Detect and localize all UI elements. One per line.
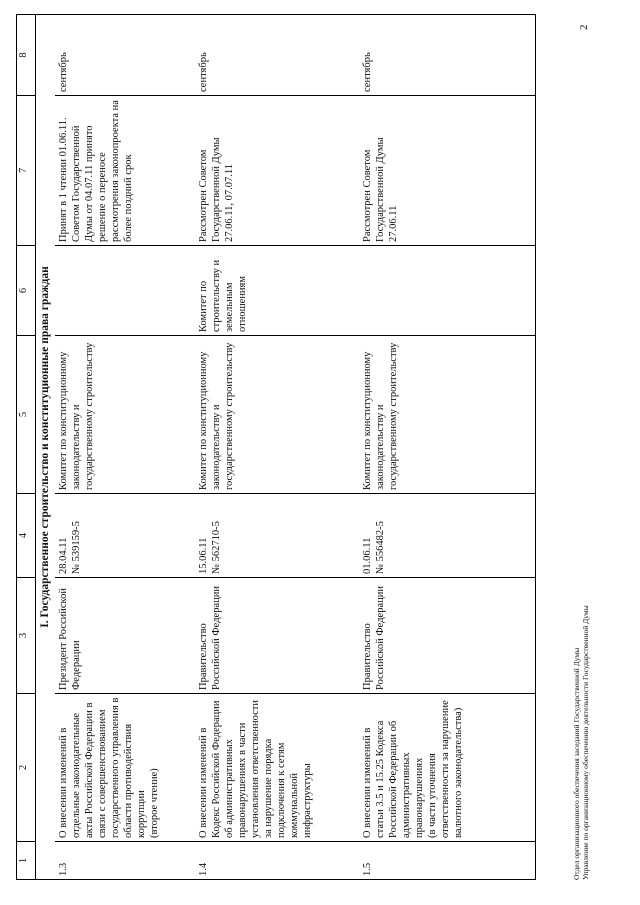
bill-status: Рассмотрен Советом Государственной Думы 27.06.11, 07.07.11 <box>195 96 359 246</box>
col-4-header: 4 <box>17 494 36 578</box>
footer <box>572 605 590 880</box>
column-number-header <box>17 15 36 880</box>
footer-department: Отдел организационного обеспечения заседаний Государственной Думы <box>572 647 581 880</box>
bill-title: О внесении изменений в статьи 3.5 и 15.25 Кодекса Российской Федерации об административных правонарушениях (в части уточнения ответственности за нарушение валютного законодательства) <box>359 694 535 842</box>
responsible-committee: Комитет по конституционному законодательству и государственному строительству <box>359 336 535 494</box>
planned-term: сентябрь <box>55 15 195 96</box>
row-number: 1.4 <box>195 842 359 880</box>
col-6-header: 6 <box>17 246 36 336</box>
col-7-header: 7 <box>17 96 36 246</box>
planned-term: сентябрь <box>359 15 535 96</box>
section-title: I. Государственное строительство и конституционные права граждан <box>36 15 56 880</box>
bill-registration: 15.06.11 № 562710-5 <box>195 494 359 578</box>
co-committee: Комитет по строительству и земельным отношениям <box>195 246 359 336</box>
co-committee <box>55 246 195 336</box>
bill-author: Президент Российской Федерации <box>55 578 195 694</box>
section-header-row <box>36 15 56 880</box>
bill-schedule-table <box>16 14 536 880</box>
col-2-header: 2 <box>17 694 36 842</box>
row-number: 1.3 <box>55 842 195 880</box>
bill-status: Рассмотрен Советом Государственной Думы 27.06.11 <box>359 96 535 246</box>
col-3-header: 3 <box>17 578 36 694</box>
table-row <box>359 15 535 880</box>
table-row <box>55 15 195 880</box>
bill-status: Принят в 1 чтении 01.06.11. Советом Государственной Думы от 04.07.11 принято решение о переносе рассмотрения законопроекта на более поздний срок <box>55 96 195 246</box>
col-5-header: 5 <box>17 336 36 494</box>
rotated-page <box>10 5 620 890</box>
planned-term: сентябрь <box>195 15 359 96</box>
col-1-header: 1 <box>17 842 36 880</box>
responsible-committee: Комитет по конституционному законодательству и государственному строительству <box>55 336 195 494</box>
page-number: 2 <box>578 24 590 30</box>
co-committee <box>359 246 535 336</box>
table-row <box>195 15 359 880</box>
bill-author: Правительство Российской Федерации <box>195 578 359 694</box>
bill-registration: 01.06.11 № 556482-5 <box>359 494 535 578</box>
bill-title: О внесении изменений в отдельные законодательные акты Российской Федерации в связи с совершенствованием государственного управления в области противодействия коррупции (второе чтение) <box>55 694 195 842</box>
bill-author: Правительство Российской Федерации <box>359 578 535 694</box>
responsible-committee: Комитет по конституционному законодательству и государственному строительству <box>195 336 359 494</box>
col-8-header: 8 <box>17 15 36 96</box>
bill-registration: 28.04.11 № 539159-5 <box>55 494 195 578</box>
bill-title: О внесении изменений в Кодекс Российской Федерации об административных правонарушениях в части установления ответственности за нарушение порядка подключения к сетям коммунальной инфраструктуры <box>195 694 359 842</box>
footer-directorate: Управление по организационному обеспечению деятельности Государственной Думы <box>581 605 590 880</box>
row-number: 1.5 <box>359 842 535 880</box>
